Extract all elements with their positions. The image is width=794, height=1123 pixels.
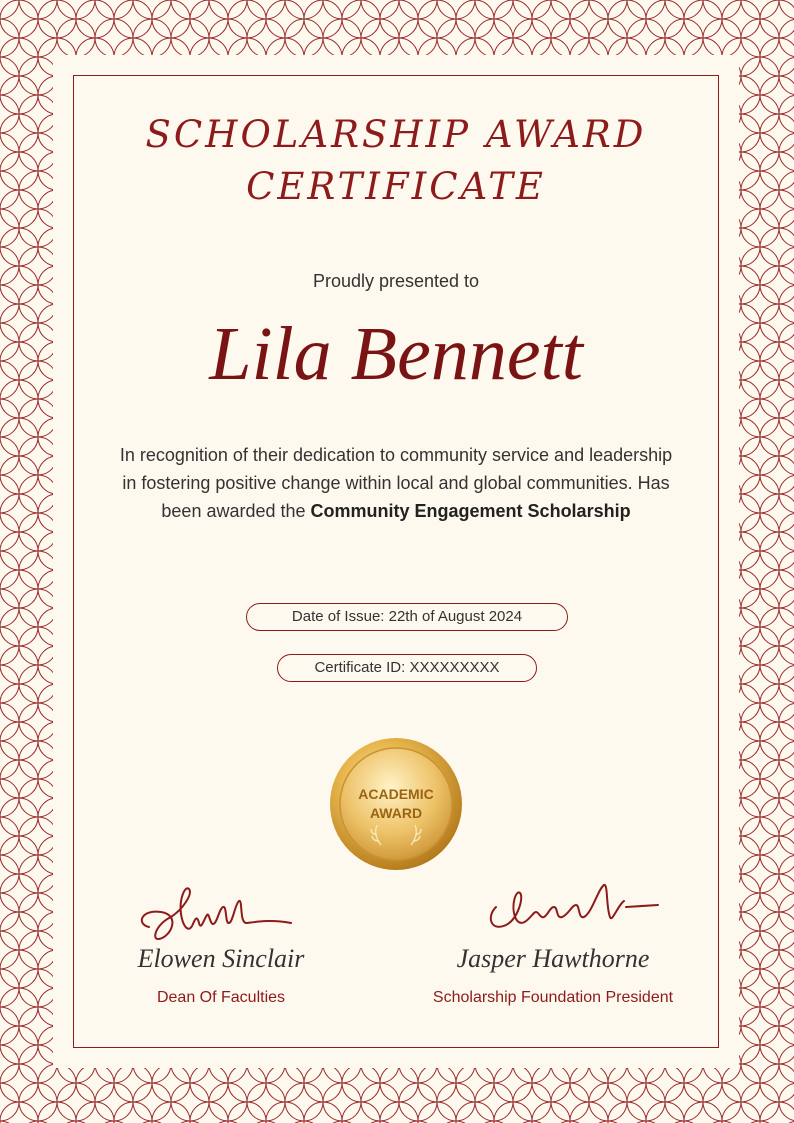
academic-award-seal — [329, 737, 463, 871]
signatory-role-right: Scholarship Foundation President — [432, 989, 674, 1006]
signature-icon — [131, 879, 301, 949]
signatory-name-left: Elowen Sinclair — [137, 944, 305, 973]
recognition-text — [113, 441, 679, 525]
scholarship-name: Community Engagement Scholarship — [310, 501, 631, 521]
presented-to-text: Proudly presented to — [312, 271, 480, 291]
recognition-body: In recognition of their dedication to community service and leadership in fostering positive change within local and global communities. Has been awarded the — [119, 445, 673, 521]
certificate-id-badge: Certificate ID: XXXXXXXXX — [277, 654, 537, 682]
signature-icon — [476, 877, 666, 947]
recipient-name: Lila Bennett — [209, 312, 583, 396]
certificate-title-line1: SCHOLARSHIP AWARD — [145, 113, 647, 156]
certificate-card — [53, 55, 739, 1068]
seal-line1: ACADEMIC — [358, 786, 434, 802]
seal-line2: AWARD — [369, 805, 423, 821]
certificate-title-line2: CERTIFICATE — [246, 165, 546, 208]
date-of-issue-badge: Date of Issue: 22th of August 2024 — [246, 603, 568, 631]
signatory-role-left: Dean Of Faculties — [156, 989, 286, 1006]
signatory-name-right: Jasper Hawthorne — [456, 944, 650, 973]
